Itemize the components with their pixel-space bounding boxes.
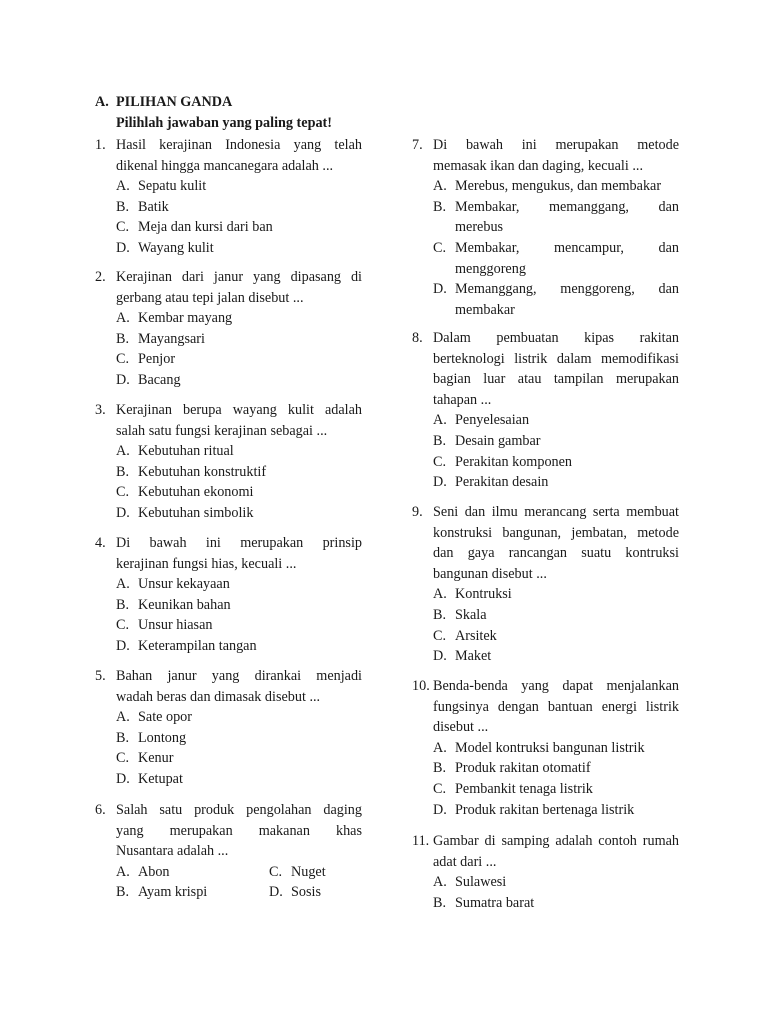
question-stem	[116, 267, 362, 308]
option-letter: D.	[116, 239, 130, 256]
option-text: Bacang	[138, 371, 181, 388]
option-text: Membakar, mencampur, dan	[455, 239, 679, 256]
stem-line: Kerajinan berupa wayang kulit adalah	[116, 402, 362, 418]
option-letter: D.	[433, 281, 447, 298]
question-number: 2.	[95, 269, 106, 285]
option-text: Sulawesi	[455, 874, 507, 891]
option-letter: B.	[116, 596, 130, 613]
option-text: Perakitan desain	[455, 474, 549, 491]
option-text: Memanggang, menggoreng, dan	[455, 281, 679, 298]
question-number: 3.	[95, 402, 106, 418]
option[interactable]	[95, 176, 362, 197]
question-8	[412, 328, 679, 493]
option-text: Skala	[455, 606, 487, 623]
option-text: Sate opor	[138, 709, 192, 726]
question-stem	[116, 666, 362, 707]
option-text: Kontruksi	[455, 586, 512, 603]
section-header	[95, 92, 385, 133]
option-text: Perakitan komponen	[455, 453, 573, 470]
stem-line: dan gaya rancangan suatu kontruksi	[433, 545, 679, 562]
option[interactable]	[95, 308, 362, 329]
option-text: Desain gambar	[455, 432, 541, 449]
question-stem	[116, 800, 362, 862]
option-text: Kenur	[138, 750, 174, 767]
option[interactable]	[95, 769, 362, 790]
option[interactable]	[412, 238, 679, 279]
question-2	[95, 267, 362, 391]
option-letter: C.	[116, 484, 130, 501]
option-letter: B.	[116, 330, 130, 347]
option-text: Kebutuhan ritual	[138, 443, 234, 460]
stem-line: Benda-benda yang dapat menjalankan	[433, 678, 679, 694]
option-letter: A.	[433, 412, 447, 429]
option-text: Keterampilan tangan	[138, 637, 257, 654]
option-letter: A.	[433, 178, 447, 195]
option-text: Keunikan bahan	[138, 596, 231, 613]
question-number: 8.	[412, 330, 423, 346]
option[interactable]	[95, 748, 362, 769]
option-letter: A.	[433, 586, 447, 603]
option-letter: B.	[116, 463, 130, 480]
option[interactable]	[412, 176, 679, 197]
option[interactable]	[95, 217, 362, 238]
option-letter: A.	[433, 739, 447, 756]
question-stem	[433, 502, 679, 584]
option-letter: C.	[433, 627, 447, 644]
question-3	[95, 400, 362, 524]
option[interactable]	[95, 615, 362, 636]
option-letter: B.	[433, 760, 447, 777]
option[interactable]	[412, 626, 679, 647]
question-stem	[433, 676, 679, 738]
stem-line: salah satu fungsi kerajinan sebagai ...	[116, 422, 328, 439]
question-number: 11.	[412, 833, 430, 849]
option-letter: D.	[116, 504, 130, 521]
option[interactable]	[95, 482, 362, 503]
option-letter: A.	[116, 576, 130, 593]
option-text: Wayang kulit	[138, 239, 214, 256]
option-text-continued: menggoreng	[455, 260, 526, 277]
option-letter: D.	[116, 371, 130, 388]
option[interactable]	[412, 646, 679, 667]
option[interactable]	[116, 862, 269, 883]
option-text: Produk rakitan bertenaga listrik	[455, 801, 635, 818]
option[interactable]	[95, 636, 362, 657]
question-6	[95, 800, 362, 903]
option-letter: D.	[116, 637, 130, 654]
option-letter: D.	[116, 770, 130, 787]
option-text: Ayam krispi	[138, 884, 208, 901]
question-number: 9.	[412, 504, 423, 520]
stem-line: dikenal hingga mancanegara adalah ...	[116, 157, 334, 174]
options-grid	[95, 862, 362, 903]
option-text: Pembankit tenaga listrik	[455, 780, 593, 797]
option-letter: D.	[269, 884, 283, 901]
option-text: Produk rakitan otomatif	[455, 760, 591, 777]
option[interactable]	[412, 738, 679, 759]
option-text: Model kontruksi bangunan listrik	[455, 739, 645, 756]
option[interactable]	[412, 893, 679, 914]
stem-line: Seni dan ilmu merancang serta membuat	[433, 504, 679, 520]
stem-line: Nusantara adalah ...	[116, 843, 229, 860]
option-letter: D.	[433, 801, 447, 818]
option-text: Nuget	[291, 863, 326, 880]
option[interactable]	[412, 197, 679, 238]
question-5	[95, 666, 362, 790]
stem-line: memasak ikan dan daging, kecuali ...	[433, 157, 643, 174]
stem-line: Salah satu produk pengolahan daging	[116, 802, 362, 818]
question-stem	[433, 328, 679, 410]
option-letter: D.	[433, 648, 447, 665]
option-letter: C.	[116, 617, 130, 634]
option-text: Membakar, memanggang, dan	[455, 198, 679, 215]
option-text: Batik	[138, 198, 169, 215]
option-letter: B.	[433, 606, 447, 623]
option-letter: D.	[433, 474, 447, 491]
question-10	[412, 676, 679, 820]
option-text: Penjor	[138, 351, 176, 368]
stem-line: Kerajinan dari janur yang dipasang di	[116, 269, 362, 285]
option-letter: A.	[116, 709, 130, 726]
question-number: 7.	[412, 137, 423, 153]
stem-line: fungsinya dengan bantuan energi listrik	[433, 698, 679, 715]
stem-line: kerajinan fungsi hias, kecuali ...	[116, 555, 297, 572]
option-text: Kebutuhan ekonomi	[138, 484, 254, 501]
option-letter: B.	[433, 894, 447, 911]
option-text: Lontong	[138, 729, 187, 746]
option-text-continued: merebus	[455, 219, 504, 236]
option[interactable]	[412, 779, 679, 800]
option[interactable]	[412, 431, 679, 452]
section-title	[95, 92, 385, 113]
option-letter: A.	[433, 874, 447, 891]
question-11	[412, 831, 679, 913]
option-text: Mayangsari	[138, 330, 205, 347]
option-letter: C.	[269, 863, 283, 880]
option-text: Merebus, mengukus, dan membakar	[455, 178, 662, 195]
option[interactable]	[412, 472, 679, 493]
stem-line: disebut ...	[433, 719, 489, 736]
option-text: Kebutuhan konstruktif	[138, 463, 267, 480]
question-number: 6.	[95, 802, 106, 818]
option-letter: B.	[116, 198, 130, 215]
option[interactable]	[412, 605, 679, 626]
stem-line: wadah beras dan dimasak disebut ...	[116, 688, 321, 705]
option-letter: C.	[116, 750, 130, 767]
option-text: Kembar mayang	[138, 310, 233, 327]
option-text: Abon	[138, 863, 170, 880]
stem-line: bangunan disebut ...	[433, 565, 547, 582]
option[interactable]	[95, 329, 362, 350]
stem-line: Hasil kerajinan Indonesia yang telah	[116, 137, 362, 153]
option-text: Kebutuhan simbolik	[138, 504, 254, 521]
option-letter: A.	[116, 443, 130, 460]
option-letter: C.	[116, 351, 130, 368]
option[interactable]	[95, 503, 362, 524]
stem-line: adat dari ...	[433, 853, 497, 870]
option[interactable]	[95, 707, 362, 728]
stem-line: tahapan ...	[433, 391, 492, 408]
stem-line: yang merupakan makanan khas	[116, 822, 362, 839]
question-1	[95, 135, 362, 259]
option-text: Meja dan kursi dari ban	[138, 219, 273, 236]
stem-line: gerbang atau tepi jalan disebut ...	[116, 289, 304, 306]
option[interactable]	[95, 595, 362, 616]
option-text: Sepatu kulit	[138, 178, 207, 195]
section-title-text: PILIHAN GANDA	[116, 94, 233, 110]
stem-line: Di bawah ini merupakan prinsip	[116, 535, 362, 551]
option-letter: C.	[116, 219, 130, 236]
question-number: 10.	[412, 678, 430, 694]
option-letter: B.	[116, 729, 130, 746]
option-text: Ketupat	[138, 770, 183, 787]
stem-line: Dalam pembuatan kipas rakitan	[433, 330, 679, 346]
option[interactable]	[269, 882, 362, 903]
option-text: Sosis	[291, 884, 321, 901]
section-instruction: Pilihlah jawaban yang paling tepat!	[116, 114, 333, 131]
option[interactable]	[269, 862, 362, 883]
question-stem	[116, 533, 362, 574]
question-4	[95, 533, 362, 657]
option[interactable]	[412, 452, 679, 473]
option[interactable]	[95, 462, 362, 483]
option-text: Unsur hiasan	[138, 617, 213, 634]
option-letter: B.	[433, 198, 447, 215]
option-letter: B.	[116, 884, 130, 901]
stem-line: bagian luar atau tampilan merupakan	[433, 371, 679, 388]
option-letter: A.	[116, 310, 130, 327]
stem-line: Gambar di samping adalah contoh rumah	[433, 833, 679, 849]
question-number: 1.	[95, 137, 106, 153]
option[interactable]	[412, 872, 679, 893]
option-letter: C.	[433, 453, 447, 470]
stem-line: berteknologi listrik dalam memodifikasi	[433, 350, 679, 367]
option[interactable]	[116, 882, 269, 903]
option-text: Arsitek	[455, 627, 497, 644]
option[interactable]	[412, 279, 679, 320]
option-text: Unsur kekayaan	[138, 576, 230, 593]
option[interactable]	[95, 441, 362, 462]
option[interactable]	[412, 584, 679, 605]
question-number: 5.	[95, 668, 106, 684]
question-stem	[433, 831, 679, 872]
question-9	[412, 502, 679, 667]
option[interactable]	[412, 800, 679, 821]
option[interactable]	[95, 574, 362, 595]
stem-line: konstruksi bangunan, jembatan, metode	[433, 524, 679, 541]
option-letter: A.	[116, 863, 130, 880]
option[interactable]	[95, 349, 362, 370]
question-number: 4.	[95, 535, 106, 551]
option-letter: A.	[116, 178, 130, 195]
option[interactable]	[95, 197, 362, 218]
option-text: Sumatra barat	[455, 894, 535, 911]
option[interactable]	[95, 238, 362, 259]
option-text: Maket	[455, 648, 492, 665]
stem-line: Di bawah ini merupakan metode	[433, 137, 679, 153]
option-letter: C.	[433, 239, 447, 256]
option-letter: B.	[433, 432, 447, 449]
option-text-continued: membakar	[455, 301, 515, 318]
question-stem	[433, 135, 679, 176]
question-stem	[116, 135, 362, 176]
option[interactable]	[95, 728, 362, 749]
stem-line: Bahan janur yang dirankai menjadi	[116, 668, 362, 684]
question-7	[412, 135, 679, 320]
option[interactable]	[95, 370, 362, 391]
section-letter: A.	[95, 94, 109, 110]
option[interactable]	[412, 410, 679, 431]
option-letter: C.	[433, 780, 447, 797]
option[interactable]	[412, 758, 679, 779]
question-stem	[116, 400, 362, 441]
option-text: Penyelesaian	[455, 412, 530, 429]
